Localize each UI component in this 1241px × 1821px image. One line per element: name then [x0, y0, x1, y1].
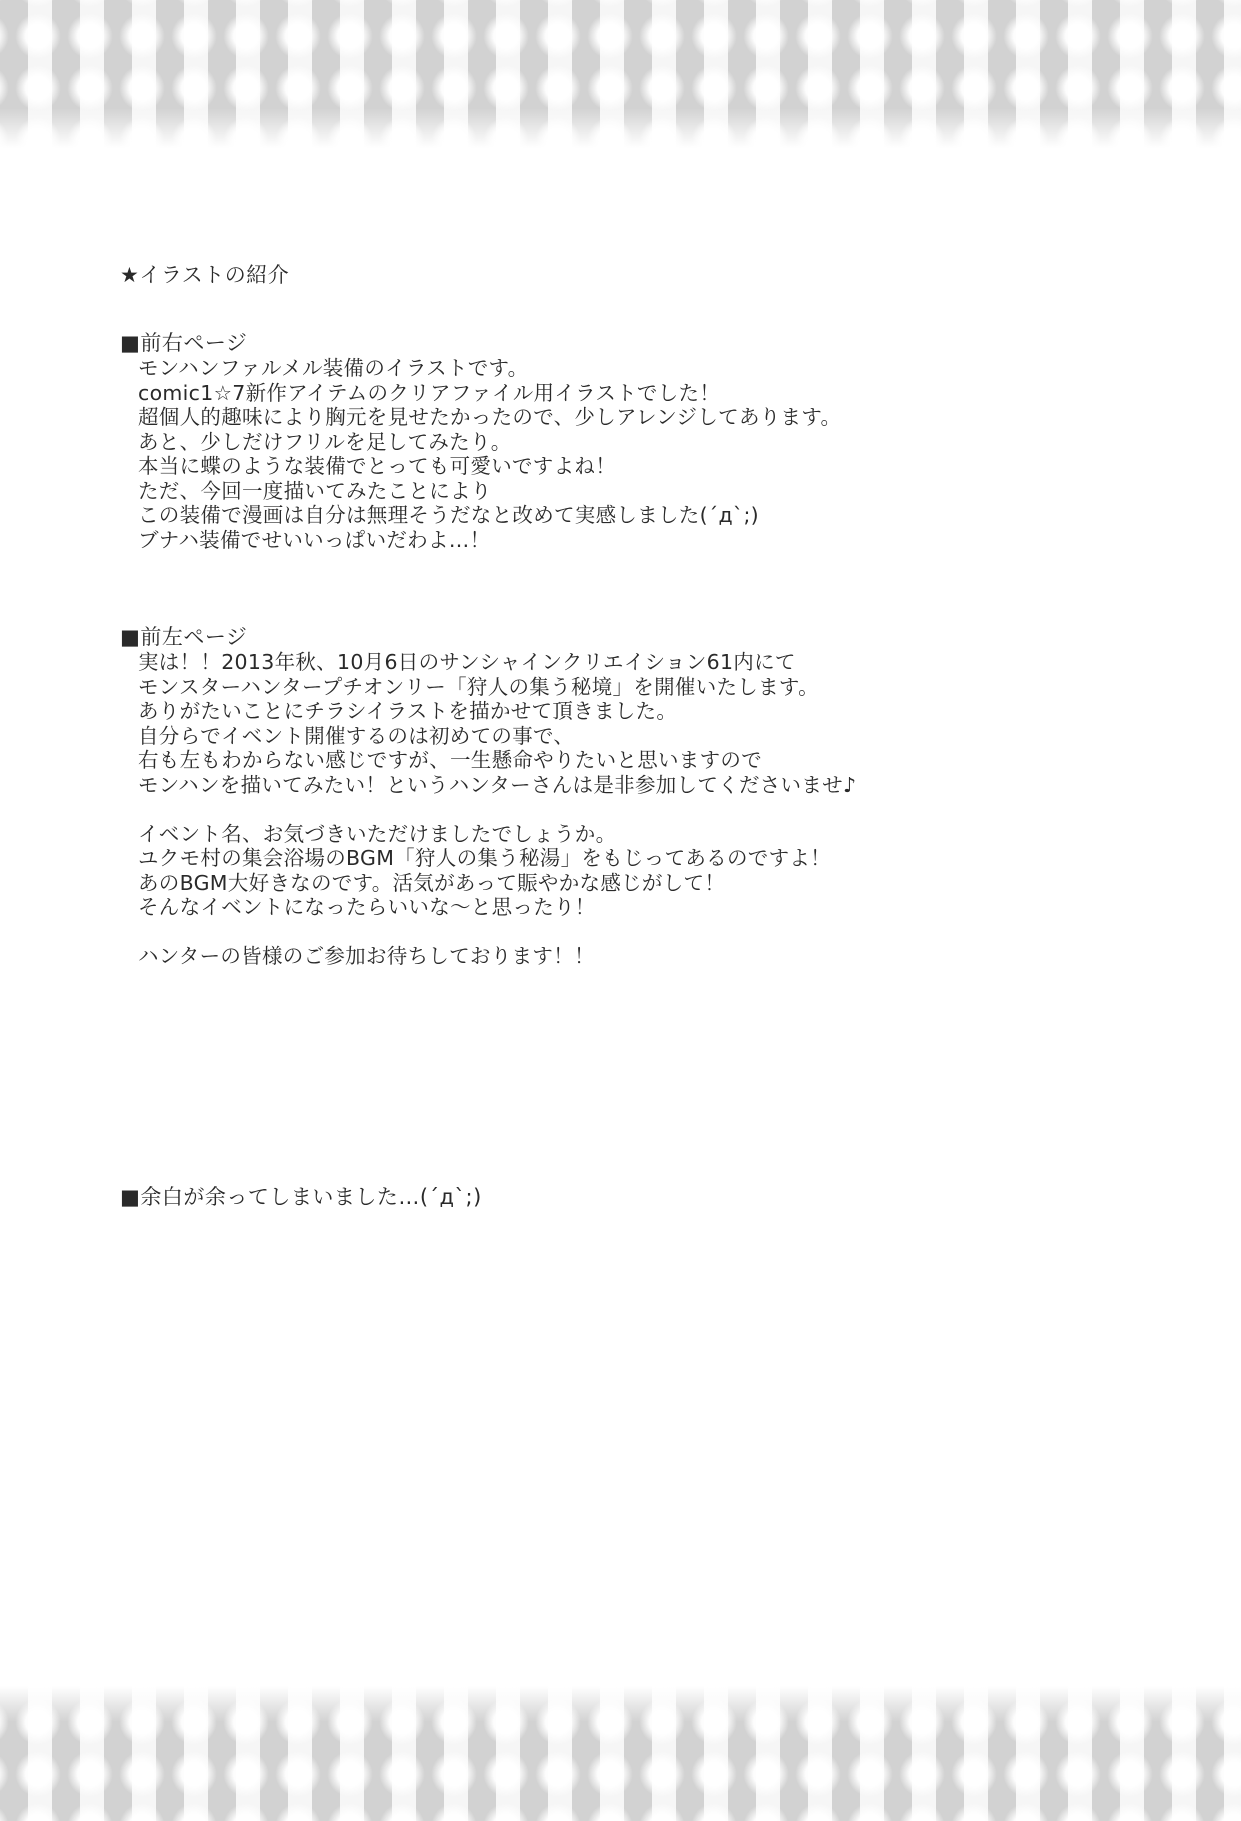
text-line: あと、少しだけフリルを足してみたり。: [138, 429, 512, 454]
text-line: 本当に蝶のような装備でとっても可愛いですよね！: [138, 454, 616, 478]
text-line: ユクモ村の集会浴場のBGM「狩人の集う秘湯」をもじってあるのですよ！: [138, 846, 831, 870]
text-line: 超個人的趣味により胸元を見せたかったので、少しアレンジしてあります。: [138, 405, 842, 429]
section-front-left-page: [120, 624, 856, 969]
text-line: あのBGM大好きなのです。活気があって賑やかな感じがして！: [138, 870, 726, 895]
text-line: 自分らでイベント開催するのは初めての事で、: [138, 723, 575, 748]
text-line: ハンターの皆様のご参加お待ちしております！！: [138, 944, 595, 968]
section-heading-front-left: ■前左ページ: [120, 625, 248, 649]
blank-line: [138, 920, 856, 945]
text-line: モンスターハンタープチオンリー「狩人の集う秘境」を開催いたします。: [138, 674, 819, 699]
text-line: イベント名、お気づきいただけましたでしょうか。: [138, 821, 617, 846]
text-line: モンハンファルメル装備のイラストです。: [138, 356, 529, 380]
top-decorative-band: [0, 0, 1241, 148]
text-line: comic1☆7新作アイテムのクリアファイル用イラストでした！: [138, 380, 721, 405]
text-line: ただ、今回一度描いてみたことにより: [138, 478, 492, 503]
text-line: ありがたいことにチラシイラストを描かせて頂きました。: [138, 699, 678, 723]
text-line: モンハンを描いてみたい！というハンターさんは是非参加してくださいませ♪: [138, 772, 857, 797]
section-front-right-page: [120, 330, 841, 552]
text-line: ブナハ装備でせいいっぱいだわよ…！: [138, 527, 491, 552]
text-line: そんなイベントになったらいいな～と思ったり！: [138, 895, 596, 919]
blank-line: [138, 797, 856, 822]
section-leftover-space: [120, 1184, 482, 1210]
section-body-front-left: [120, 650, 856, 969]
section-heading-front-right: ■前右ページ: [120, 331, 248, 355]
section-body-front-right: [120, 356, 841, 552]
intro-heading: ★イラストの紹介: [120, 263, 290, 287]
text-line: 実は！！2013年秋、10月6日のサンシャインクリエイション61内にて: [138, 650, 796, 674]
bottom-decorative-band: [0, 1686, 1241, 1821]
top-band-fade: [0, 108, 1241, 148]
text-line: この装備で漫画は自分は無理そうだなと改めて実感しました(´д`;): [138, 503, 759, 527]
section-heading-leftover-space: ■余白が余ってしまいました…(´д`;): [120, 1185, 482, 1209]
bottom-band-fade: [0, 1686, 1241, 1722]
text-line: 右も左もわからない感じですが、一生懸命やりたいと思いますので: [138, 748, 762, 772]
